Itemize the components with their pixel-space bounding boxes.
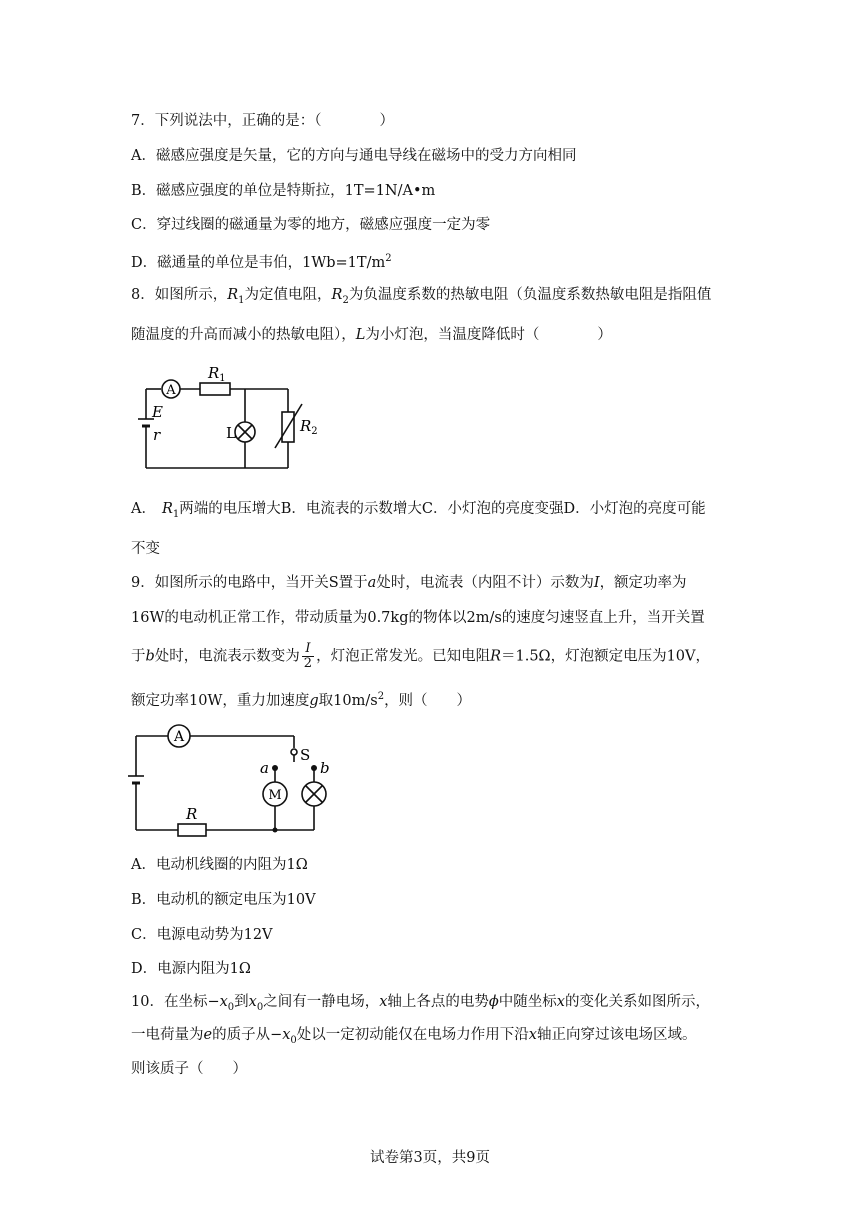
q9-stem-line3: 于b处时，电流表示数变为 $\frac{I}{2}$ ，灯泡正常发光。已知电阻R＝1.5Ω，灯泡额定电压为10V，: [131, 641, 711, 671]
contact-b-label: b: [320, 759, 330, 777]
switch-label: S: [300, 746, 311, 764]
q9-option-b: B．电动机的额定电压为10V: [131, 892, 316, 908]
q7-option-c: C．穿过线圈的磁通量为零的地方，磁感应强度一定为零: [131, 217, 491, 233]
q8-stem-line1: 8．如图所示，$R_1$为定值电阻，$R_2$为负温度系数的热敏电阻（负温度系数热敏电阻是指阻值: [131, 287, 712, 306]
q10-stem-line2: 一电荷量为e的质子从$-x_0$处以一定初动能仅在电场力作用下沿x轴正向穿过该电场区域。: [131, 1027, 697, 1046]
emf-label: E: [152, 403, 163, 421]
q9-stem-line1: 9．如图所示的电路中，当开关S置于a处时，电流表（内阻不计）示数为I，额定功率为: [131, 575, 687, 591]
q7-stem: 7．下列说法中，正确的是：（ ）: [131, 113, 394, 129]
contact-a-label: a: [260, 759, 269, 777]
q9-option-a: A．电动机线圈的内阻为1Ω: [131, 857, 308, 873]
q10-stem-line3: 则该质子（ ）: [131, 1061, 247, 1077]
q8-options: A． $R_1$两端的电压增大B．电流表的示数增大C．小灯泡的亮度变强D．小灯泡的亮度可能: [131, 501, 706, 520]
q9-option-d: D．电源内阻为1Ω: [131, 961, 251, 977]
q9-stem-line2: 16W的电动机正常工作，带动质量为0.7kg的物体以2m/s的速度匀速竖直上升，当开关置: [131, 610, 705, 626]
internal-resistance-label: r: [153, 426, 161, 444]
q9-option-c: C．电源电动势为12V: [131, 927, 273, 943]
resistor-label: R: [186, 805, 198, 823]
q8-stem-line2: 随温度的升高而减小的热敏电阻），L为小灯泡，当温度降低时（ ）: [131, 327, 612, 343]
r1-label: $R_1$: [208, 364, 226, 384]
q7-option-a: A．磁感应强度是矢量，它的方向与通电导线在磁场中的受力方向相同: [131, 148, 577, 164]
motor-label: M: [268, 788, 282, 803]
lamp-label: L: [226, 424, 236, 442]
q7-option-d: D．磁通量的单位是韦伯，$1Wb=1T/m^2$: [131, 253, 392, 271]
page-footer: 试卷第3页，共9页: [370, 1150, 490, 1166]
q8-circuit-diagram: [128, 356, 318, 472]
q9-circuit-diagram: [126, 718, 336, 836]
q10-stem-line1: 10．在坐标$-x_0$到$x_0$之间有一静电场，x轴上各点的电势ϕ中随坐标x的变化关系如图所示，: [131, 994, 710, 1013]
q9-stem-line4: 额定功率10W，重力加速度g取$10m/s^2$，则（ ）: [131, 691, 472, 709]
fraction-i-over-2: $\frac{I}{2}$: [303, 641, 313, 671]
q7-option-b: B．磁感应强度的单位是特斯拉，1T=1N/A•m: [131, 183, 436, 199]
ammeter-label: A: [166, 383, 176, 398]
r2-label: $R_2$: [300, 417, 318, 437]
ammeter-label: A: [173, 729, 185, 745]
q8-options-wrap: 不变: [131, 541, 160, 557]
